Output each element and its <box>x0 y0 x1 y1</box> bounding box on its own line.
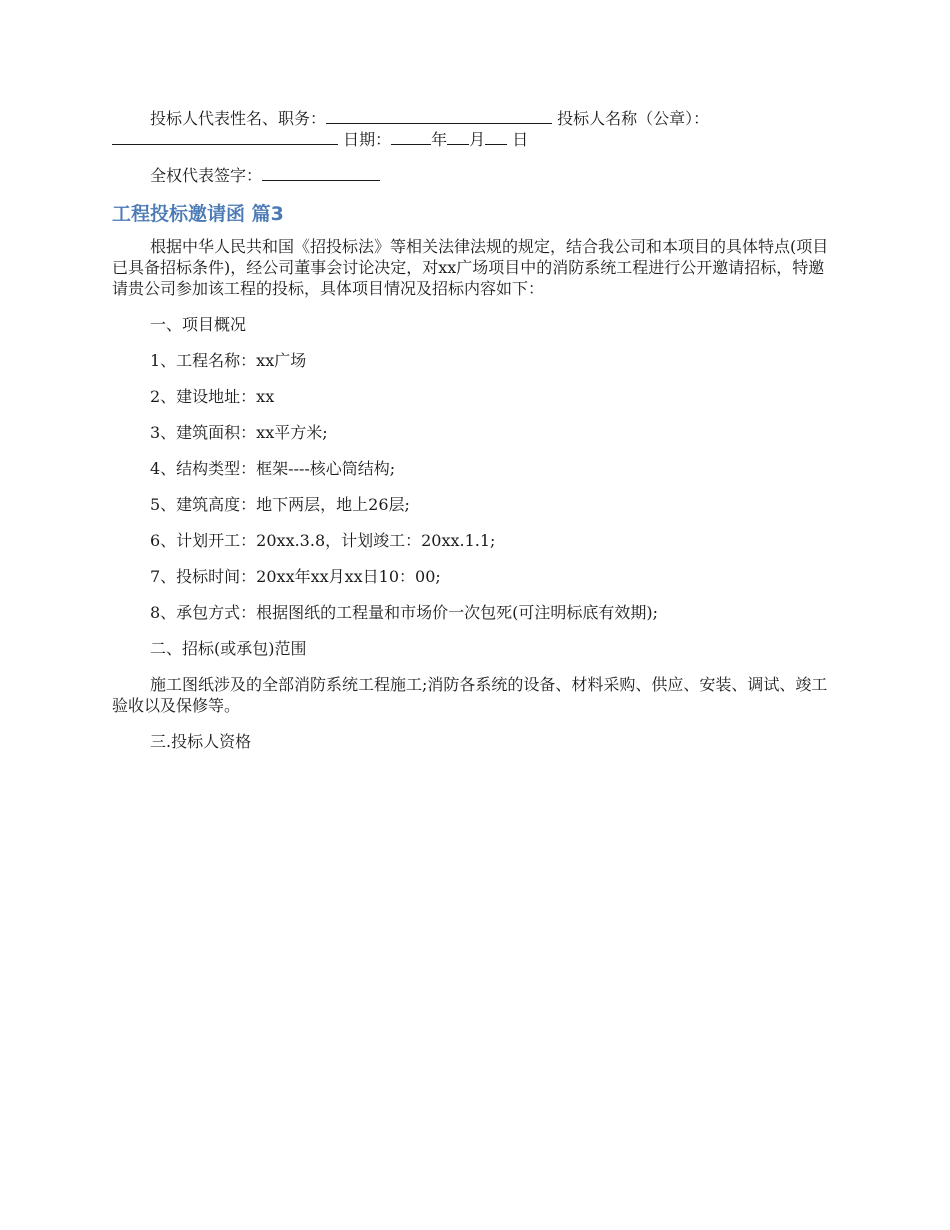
list-item: 2、建设地址：xx <box>150 387 275 406</box>
overview-title: 一、项目概况 <box>150 315 247 334</box>
document-page <box>112 108 834 767</box>
list-item: 6、计划开工：20xx.3.8，计划竣工：20xx.1.1; <box>150 531 496 550</box>
intro-paragraph: 根据中华人民共和国《招投标法》等相关法律法规的规定，结合我公司和本项目的具体特点(项目已具备招标条件)，经公司董事会讨论决定，对xx广场项目中的消防系统工程进行公开邀请招标，特邀请贵公司参加该工程的投标，具体项目情况及招标内容如下： <box>112 237 829 298</box>
rep-label: 投标人代表性名、职务： <box>150 109 327 128</box>
date-label: 日期： <box>343 130 392 149</box>
year-label: 年 <box>431 130 448 149</box>
day-blank <box>485 129 507 145</box>
list-item: 1、工程名称：xx广场 <box>150 351 307 370</box>
month-label: 月 <box>469 130 486 149</box>
bidder-blank <box>112 129 338 145</box>
list-item: 4、结构类型：框架----核心筒结构; <box>150 459 396 478</box>
list-item: 8、承包方式：根据图纸的工程量和市场价一次包死(可注明标底有效期); <box>150 603 659 622</box>
list-item: 5、建筑高度：地下两层，地上26层; <box>150 495 410 514</box>
list-item: 3、建筑面积：xx平方米; <box>150 423 328 442</box>
day-label: 日 <box>512 130 529 149</box>
qualification-title: 三.投标人资格 <box>150 732 252 751</box>
authorized-signature-line <box>112 165 834 186</box>
list-item: 7、投标时间：20xx年xx月xx日10：00; <box>150 567 441 586</box>
section-heading: 工程投标邀请函 篇3 <box>112 203 284 225</box>
bidder-label: 投标人名称（公章）： <box>557 109 710 128</box>
year-blank <box>391 129 431 145</box>
authorized-label: 全权代表签字： <box>150 166 263 185</box>
authorized-blank <box>262 165 380 181</box>
signature-line <box>112 108 834 150</box>
scope-title: 二、招标(或承包)范围 <box>150 639 307 658</box>
month-blank <box>447 129 469 145</box>
rep-blank <box>326 108 552 124</box>
scope-paragraph: 施工图纸涉及的全部消防系统工程施工;消防各系统的设备、材料采购、供应、安装、调试、竣工验收以及保修等。 <box>112 675 828 715</box>
